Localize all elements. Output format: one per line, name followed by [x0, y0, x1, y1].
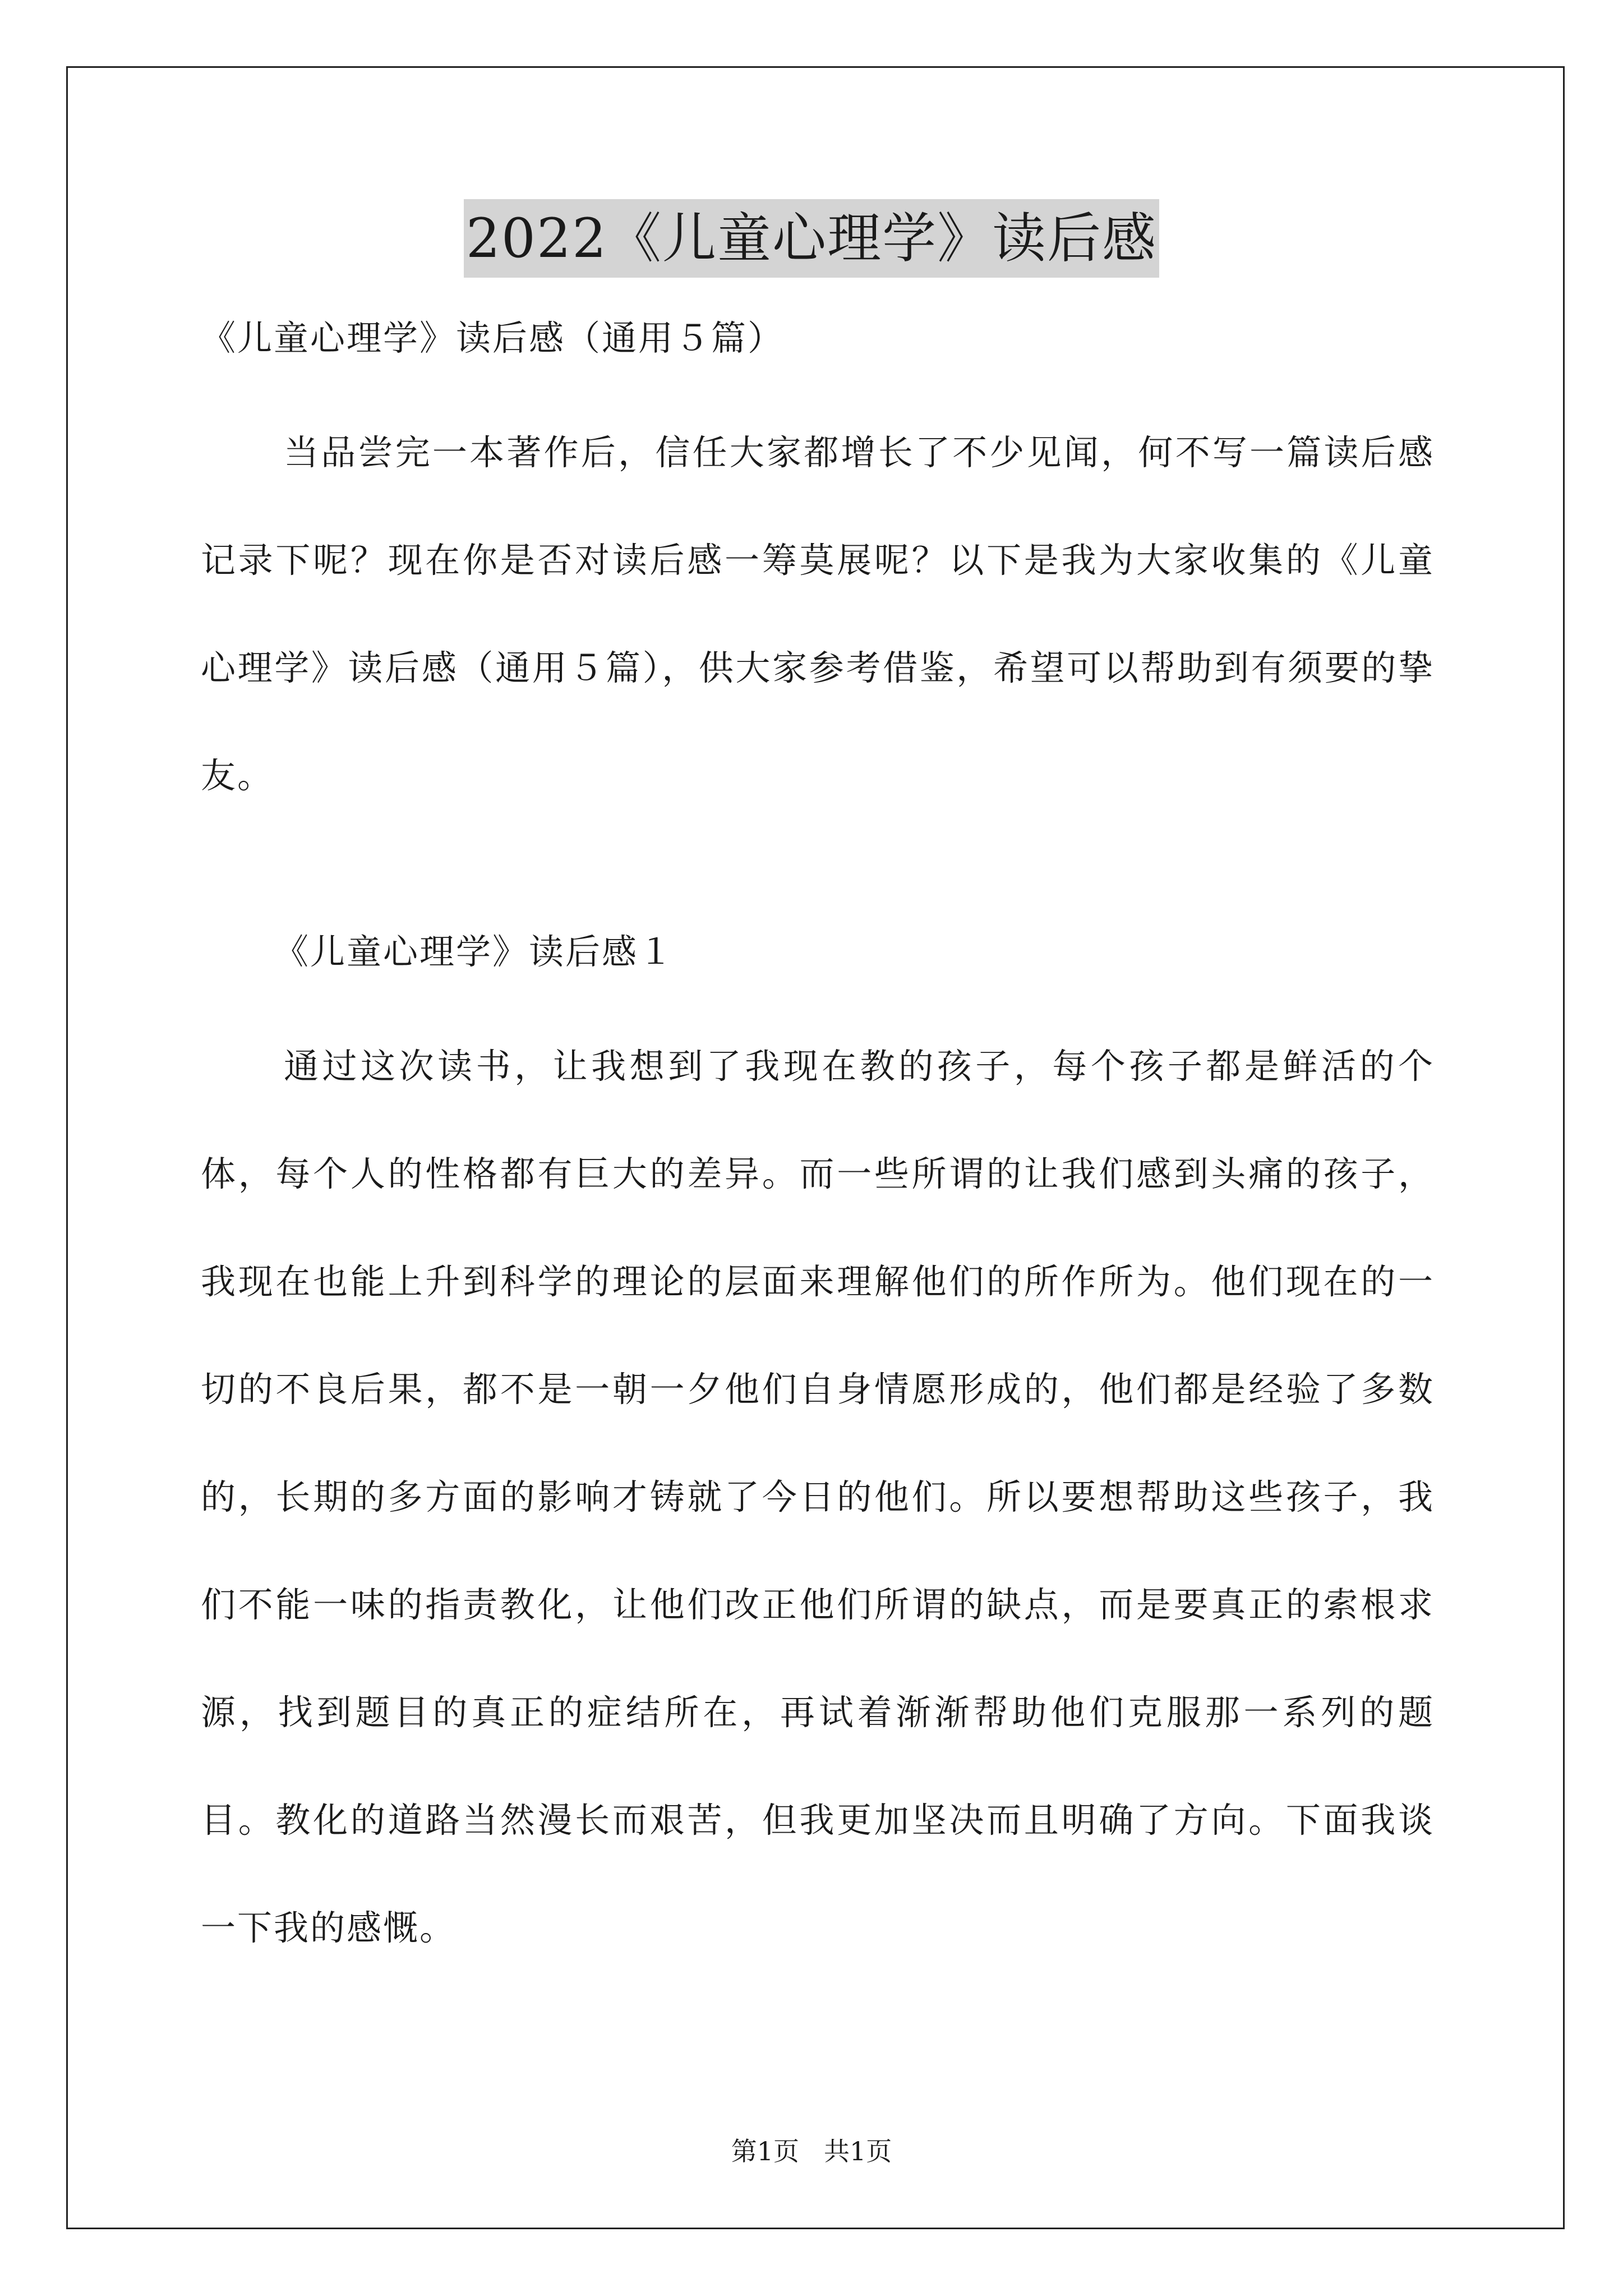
page-total: 共1页 [823, 2136, 892, 2166]
document-subtitle: 《儿童心理学》读后感（通用５篇） [201, 318, 785, 358]
intro-paragraph: 当品尝完一本著作后，信任大家都增长了不少见闻，何不写一篇读后感记录下呢？现在你是否对读后感一筹莫展呢？以下是我为大家收集的《儿童心理学》读后感（通用５篇），供大家参考借鉴，希望可以帮助到有须要的挚友。 [201, 432, 1435, 796]
page-number: 第1页 [731, 2136, 800, 2166]
section-heading: 《儿童心理学》读后感１ [274, 931, 675, 972]
section-paragraph: 通过这次读书，让我想到了我现在教的孩子，每个孩子都是鲜活的个体，每个人的性格都有巨大的差异。而一些所谓的让我们感到头痛的孩子，我现在也能上升到科学的理论的层面来理解他们的所作所为。他们现在的一切的不良后果，都不是一朝一夕他们自身情愿形成的，他们都是经验了多数的，长期的多方面的影响才铸就了今日的他们。所以要想帮助这些孩子，我们不能一味的指责教化，让他们改正他们所谓的缺点，而是要真正的索根求源，找到题目的真正的症结所在，再试着渐渐帮助他们克服那一系列的题目。教化的道路当然漫长而艰苦，但我更加坚决而且明确了方向。下面我谈一下我的感慨。 [201, 1046, 1435, 1948]
document-body [201, 311, 1435, 1982]
title-container [0, 199, 1623, 278]
page-footer [0, 2134, 1623, 2168]
document-title: 2022《儿童心理学》读后感 [464, 199, 1159, 278]
